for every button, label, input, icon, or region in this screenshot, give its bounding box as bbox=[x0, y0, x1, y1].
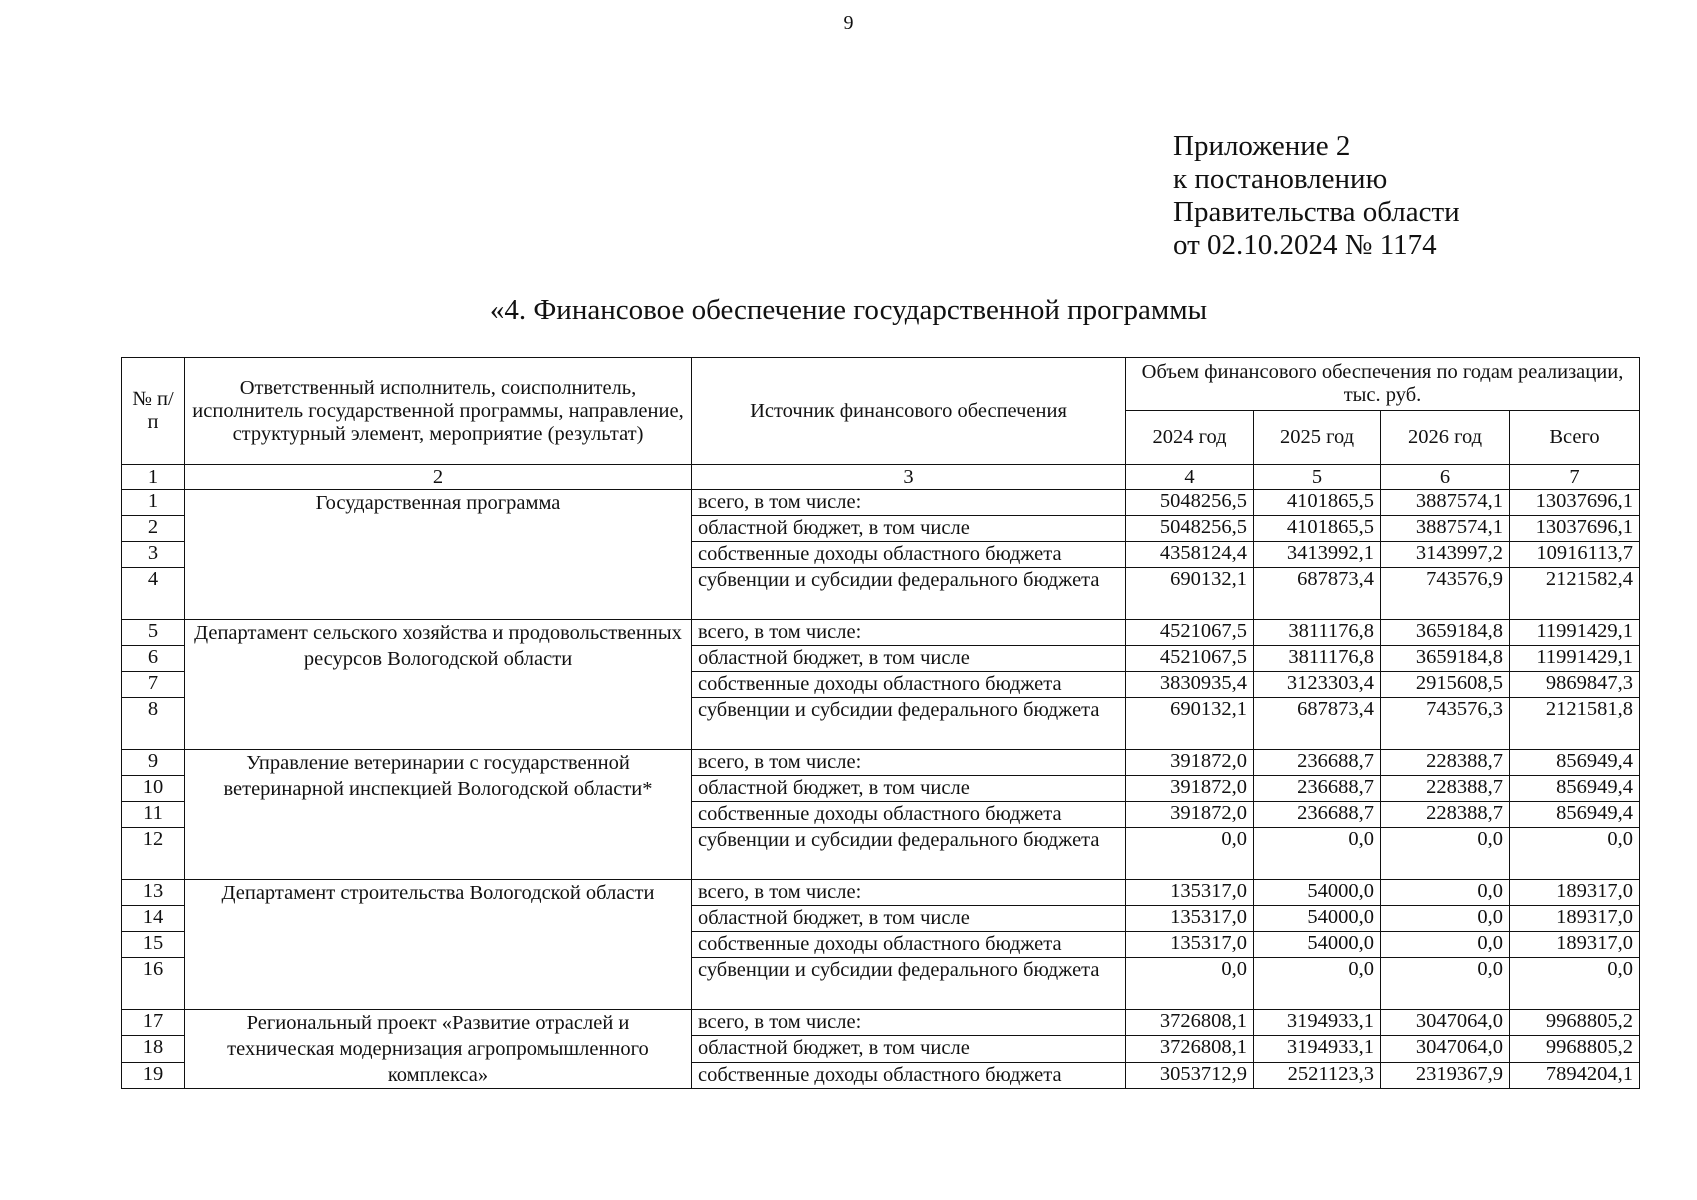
funding-source: областной бюджет, в том числе bbox=[692, 1036, 1126, 1062]
value-2026: 3887574,1 bbox=[1381, 516, 1510, 542]
column-number: 6 bbox=[1381, 465, 1510, 490]
column-number: 5 bbox=[1254, 465, 1381, 490]
header-responsible: Ответственный исполнитель, соисполнитель, исполнитель государственной программы, направление, структурный элемент, мероприятие (результат) bbox=[185, 358, 692, 465]
document-title: «4. Финансовое обеспечение государственной программы bbox=[489, 294, 1208, 326]
table-row bbox=[122, 880, 1640, 906]
funding-source: субвенции и субсидии федерального бюджета bbox=[692, 958, 1126, 1010]
header-no: № п/п bbox=[122, 358, 185, 465]
value-2026: 3659184,8 bbox=[1381, 646, 1510, 672]
funding-source: всего, в том числе: bbox=[692, 880, 1126, 906]
value-2024: 5048256,5 bbox=[1126, 516, 1254, 542]
value-2024: 690132,1 bbox=[1126, 568, 1254, 620]
header-volume: Объем финансового обеспечения по годам реализации, тыс. руб. bbox=[1126, 358, 1640, 411]
funding-source: субвенции и субсидии федерального бюджета bbox=[692, 698, 1126, 750]
value-total: 13037696,1 bbox=[1510, 490, 1640, 516]
value-total: 7894204,1 bbox=[1510, 1062, 1640, 1088]
row-number: 16 bbox=[122, 958, 185, 1010]
column-number: 4 bbox=[1126, 465, 1254, 490]
value-total: 856949,4 bbox=[1510, 776, 1640, 802]
value-total: 856949,4 bbox=[1510, 750, 1640, 776]
value-total: 9968805,2 bbox=[1510, 1010, 1640, 1036]
value-2025: 3811176,8 bbox=[1254, 620, 1381, 646]
value-2026: 3143997,2 bbox=[1381, 542, 1510, 568]
appendix-line: Правительства области bbox=[1173, 196, 1460, 228]
responsible-name: Государственная программа bbox=[185, 490, 692, 620]
value-2024: 690132,1 bbox=[1126, 698, 1254, 750]
funding-source: субвенции и субсидии федерального бюджета bbox=[692, 828, 1126, 880]
value-2024: 5048256,5 bbox=[1126, 490, 1254, 516]
value-2024: 135317,0 bbox=[1126, 880, 1254, 906]
value-2026: 0,0 bbox=[1381, 958, 1510, 1010]
value-total: 13037696,1 bbox=[1510, 516, 1640, 542]
funding-source: областной бюджет, в том числе bbox=[692, 906, 1126, 932]
value-2026: 3659184,8 bbox=[1381, 620, 1510, 646]
value-2024: 391872,0 bbox=[1126, 802, 1254, 828]
value-total: 189317,0 bbox=[1510, 906, 1640, 932]
row-number: 2 bbox=[122, 516, 185, 542]
table-row bbox=[122, 750, 1640, 776]
value-total: 0,0 bbox=[1510, 828, 1640, 880]
value-2024: 391872,0 bbox=[1126, 776, 1254, 802]
header-total: Всего bbox=[1510, 411, 1640, 465]
funding-source: всего, в том числе: bbox=[692, 490, 1126, 516]
value-2024: 4358124,4 bbox=[1126, 542, 1254, 568]
value-2026: 2915608,5 bbox=[1381, 672, 1510, 698]
value-2026: 228388,7 bbox=[1381, 802, 1510, 828]
value-2025: 236688,7 bbox=[1254, 776, 1381, 802]
funding-source: собственные доходы областного бюджета bbox=[692, 802, 1126, 828]
row-number: 1 bbox=[122, 490, 185, 516]
value-2026: 228388,7 bbox=[1381, 750, 1510, 776]
value-2024: 0,0 bbox=[1126, 828, 1254, 880]
table-row bbox=[122, 490, 1640, 516]
funding-source: собственные доходы областного бюджета bbox=[692, 932, 1126, 958]
header-source: Источник финансового обеспечения bbox=[692, 358, 1126, 465]
value-2024: 3726808,1 bbox=[1126, 1036, 1254, 1062]
value-2024: 4521067,5 bbox=[1126, 620, 1254, 646]
value-2026: 0,0 bbox=[1381, 906, 1510, 932]
table-row bbox=[122, 1010, 1640, 1036]
value-total: 11991429,1 bbox=[1510, 646, 1640, 672]
appendix-line: к постановлению bbox=[1173, 163, 1388, 195]
funding-source: всего, в том числе: bbox=[692, 620, 1126, 646]
value-2025: 236688,7 bbox=[1254, 802, 1381, 828]
value-2026: 0,0 bbox=[1381, 828, 1510, 880]
row-number: 5 bbox=[122, 620, 185, 646]
row-number: 9 bbox=[122, 750, 185, 776]
value-2025: 236688,7 bbox=[1254, 750, 1381, 776]
value-2024: 3053712,9 bbox=[1126, 1062, 1254, 1088]
value-2025: 4101865,5 bbox=[1254, 516, 1381, 542]
value-2026: 2319367,9 bbox=[1381, 1062, 1510, 1088]
column-number: 3 bbox=[692, 465, 1126, 490]
row-number: 10 bbox=[122, 776, 185, 802]
row-number: 11 bbox=[122, 802, 185, 828]
value-2026: 3047064,0 bbox=[1381, 1010, 1510, 1036]
table-body bbox=[122, 490, 1640, 1089]
funding-source: субвенции и субсидии федерального бюджета bbox=[692, 568, 1126, 620]
value-total: 11991429,1 bbox=[1510, 620, 1640, 646]
responsible-name: Департамент строительства Вологодской области bbox=[185, 880, 692, 1010]
value-total: 2121581,8 bbox=[1510, 698, 1640, 750]
row-number: 6 bbox=[122, 646, 185, 672]
header-year-2026: 2026 год bbox=[1381, 411, 1510, 465]
row-number: 3 bbox=[122, 542, 185, 568]
value-2025: 3194933,1 bbox=[1254, 1036, 1381, 1062]
funding-source: областной бюджет, в том числе bbox=[692, 646, 1126, 672]
value-2025: 3123303,4 bbox=[1254, 672, 1381, 698]
value-total: 2121582,4 bbox=[1510, 568, 1640, 620]
value-2025: 4101865,5 bbox=[1254, 490, 1381, 516]
value-total: 10916113,7 bbox=[1510, 542, 1640, 568]
value-2025: 54000,0 bbox=[1254, 906, 1381, 932]
row-number: 4 bbox=[122, 568, 185, 620]
value-2025: 54000,0 bbox=[1254, 932, 1381, 958]
value-2025: 0,0 bbox=[1254, 958, 1381, 1010]
financing-table bbox=[121, 357, 1640, 1089]
value-2025: 687873,4 bbox=[1254, 698, 1381, 750]
value-2026: 0,0 bbox=[1381, 880, 1510, 906]
responsible-name: Департамент сельского хозяйства и продовольственных ресурсов Вологодской области bbox=[185, 620, 692, 750]
value-2026: 228388,7 bbox=[1381, 776, 1510, 802]
funding-source: всего, в том числе: bbox=[692, 750, 1126, 776]
row-number: 13 bbox=[122, 880, 185, 906]
row-number: 8 bbox=[122, 698, 185, 750]
value-2026: 3047064,0 bbox=[1381, 1036, 1510, 1062]
value-total: 0,0 bbox=[1510, 958, 1640, 1010]
funding-source: областной бюджет, в том числе bbox=[692, 516, 1126, 542]
page-number: 9 bbox=[843, 12, 854, 34]
value-2025: 3413992,1 bbox=[1254, 542, 1381, 568]
funding-source: собственные доходы областного бюджета bbox=[692, 542, 1126, 568]
value-2026: 0,0 bbox=[1381, 932, 1510, 958]
row-number: 12 bbox=[122, 828, 185, 880]
value-2024: 135317,0 bbox=[1126, 906, 1254, 932]
value-2026: 743576,9 bbox=[1381, 568, 1510, 620]
funding-source: всего, в том числе: bbox=[692, 1010, 1126, 1036]
funding-source: собственные доходы областного бюджета bbox=[692, 672, 1126, 698]
value-total: 189317,0 bbox=[1510, 880, 1640, 906]
value-2024: 3726808,1 bbox=[1126, 1010, 1254, 1036]
value-total: 9968805,2 bbox=[1510, 1036, 1640, 1062]
header-year-2024: 2024 год bbox=[1126, 411, 1254, 465]
value-2024: 135317,0 bbox=[1126, 932, 1254, 958]
responsible-name: Управление ветеринарии с государственной ветеринарной инспекцией Вологодской области* bbox=[185, 750, 692, 880]
value-total: 9869847,3 bbox=[1510, 672, 1640, 698]
funding-source: областной бюджет, в том числе bbox=[692, 776, 1126, 802]
value-2026: 743576,3 bbox=[1381, 698, 1510, 750]
value-2026: 3887574,1 bbox=[1381, 490, 1510, 516]
value-2024: 391872,0 bbox=[1126, 750, 1254, 776]
funding-source: собственные доходы областного бюджета bbox=[692, 1062, 1126, 1088]
row-number: 15 bbox=[122, 932, 185, 958]
value-2025: 687873,4 bbox=[1254, 568, 1381, 620]
value-2025: 0,0 bbox=[1254, 828, 1381, 880]
row-number: 7 bbox=[122, 672, 185, 698]
responsible-name: Региональный проект «Развитие отраслей и техническая модернизация агропромышленного комплекса» bbox=[185, 1010, 692, 1089]
column-number: 7 bbox=[1510, 465, 1640, 490]
row-number: 14 bbox=[122, 906, 185, 932]
appendix-line: Приложение 2 bbox=[1173, 130, 1351, 162]
column-number: 1 bbox=[122, 465, 185, 490]
value-2025: 3194933,1 bbox=[1254, 1010, 1381, 1036]
value-total: 856949,4 bbox=[1510, 802, 1640, 828]
value-2024: 0,0 bbox=[1126, 958, 1254, 1010]
value-2024: 4521067,5 bbox=[1126, 646, 1254, 672]
value-2025: 2521123,3 bbox=[1254, 1062, 1381, 1088]
value-2024: 3830935,4 bbox=[1126, 672, 1254, 698]
header-year-2025: 2025 год bbox=[1254, 411, 1381, 465]
value-2025: 54000,0 bbox=[1254, 880, 1381, 906]
row-number: 19 bbox=[122, 1062, 185, 1088]
column-number: 2 bbox=[185, 465, 692, 490]
row-number: 17 bbox=[122, 1010, 185, 1036]
appendix-block bbox=[1173, 130, 1460, 262]
appendix-date-number: от 02.10.2024 № 1174 bbox=[1173, 229, 1437, 261]
value-total: 189317,0 bbox=[1510, 932, 1640, 958]
row-number: 18 bbox=[122, 1036, 185, 1062]
table-row bbox=[122, 620, 1640, 646]
value-2025: 3811176,8 bbox=[1254, 646, 1381, 672]
